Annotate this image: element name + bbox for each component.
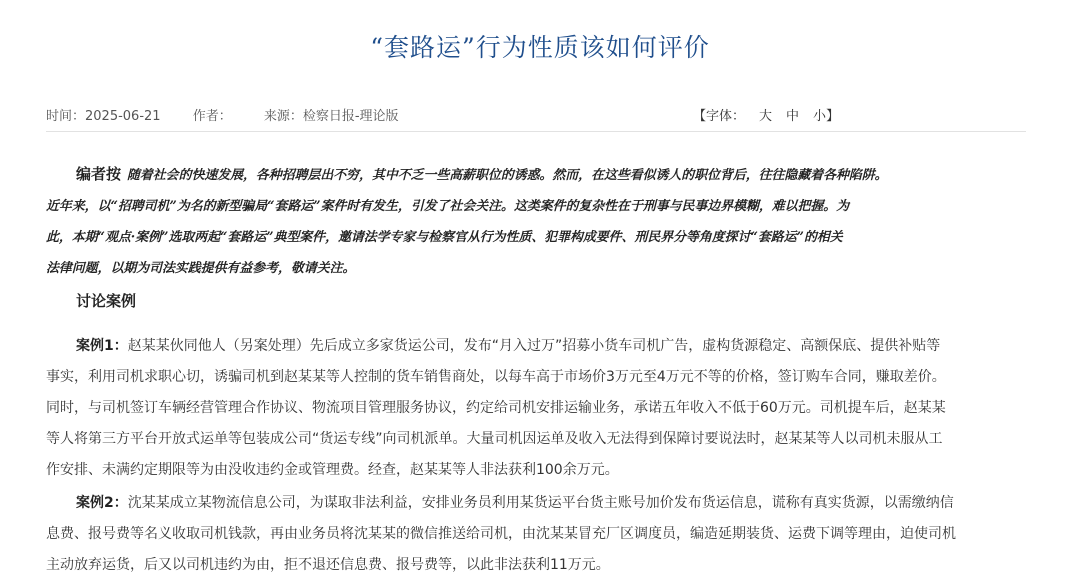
font-size-control (693, 105, 839, 124)
case-line: 息费、报号费等名义收取司机钱款，再由业务员将沈某某的微信推送给司机，由沈某某冒充厂区调度员，编造延期装货、运费下调等理由，迫使司机 (46, 526, 956, 542)
editor-note-line: 法律问题，以期为司法实践提供有益参考，敬请关注。 (46, 261, 356, 276)
font-size-small-link[interactable]: 小 (813, 109, 827, 124)
section-heading: 讨论案例 (76, 292, 137, 310)
case-1-label: 案例1： (76, 338, 128, 354)
font-size-label: 【字体： (693, 109, 746, 124)
case-2 (46, 488, 1031, 581)
font-size-medium-link[interactable]: 中 (786, 109, 800, 124)
case-2-label: 案例2： (76, 495, 128, 511)
case-line (46, 488, 1031, 519)
source: 来源：检察日报-理论版 (263, 109, 399, 124)
case-line: 同时，与司机签订车辆经营管理合作协议、物流项目管理服务协议，约定给司机安排运输业务，承诺五年收入不低于60万元。司机提车后，赵某某 (46, 400, 946, 416)
font-size-large-link[interactable]: 大 (759, 109, 773, 124)
editor-note (46, 159, 1031, 284)
case-line: 事实，利用司机求职心切，诱骗司机到赵某某等人控制的货车销售商处，以每车高于市场价3万元至4万元不等的价格，签订购车合同，赚取差价。 (46, 369, 946, 385)
case-line-text: 赵某某伙同他人（另案处理）先后成立多家货运公司，发布“月入过万”招募小货车司机广告，虚构货源稳定、高额保底、提供补贴等 (127, 338, 941, 354)
case-line-text: 沈某某成立某物流信息公司，为谋取非法利益，安排业务员利用某货运平台货主账号加价发布货运信息，谎称有真实货源，以需缴纳信 (127, 495, 954, 511)
editor-note-line: 此，本期“观点·案例”选取两起“套路运”典型案件，邀请法学专家与检察官从行为性质、犯罪构成要件、刑民界分等角度探讨“套路运”的相关 (46, 230, 843, 245)
case-line: 主动放弃运货，后又以司机违约为由，拒不退还信息费、报号费等，以此非法获利11万元。 (46, 557, 610, 573)
editor-note-line: 近年来，以“招聘司机”为名的新型骗局“套路运”案件时有发生，引发了社会关注。这类案件的复杂性在于刑事与民事边界模糊，难以把握。为 (46, 199, 850, 214)
font-size-bracket-close: 】 (826, 109, 840, 124)
author: 作者： (192, 109, 232, 124)
publish-date: 时间：2025-06-21 (46, 109, 161, 124)
editor-note-line: 随着社会的快速发展，各种招聘层出不穷，其中不乏一些高薪职位的诱惑。然而，在这些看似诱人的职位背后，往往隐藏着各种陷阱。 (127, 168, 888, 183)
case-line (46, 331, 1031, 362)
case-line: 作安排、未满约定期限等为由没收违约金或管理费。经查，赵某某等人非法获利100余万元。 (46, 462, 619, 478)
meta-divider (46, 131, 1026, 132)
editor-note-label: 编者按 (76, 165, 122, 183)
article-meta (46, 105, 399, 124)
article-title: “套路运”行为性质该如何评价 (370, 33, 710, 62)
case-1 (46, 331, 1031, 486)
case-line: 等人将第三方平台开放式运单等包装成公司“货运专线”向司机派单。大量司机因运单及收入无法得到保障讨要说法时，赵某某等人以司机未服从工 (46, 431, 943, 447)
